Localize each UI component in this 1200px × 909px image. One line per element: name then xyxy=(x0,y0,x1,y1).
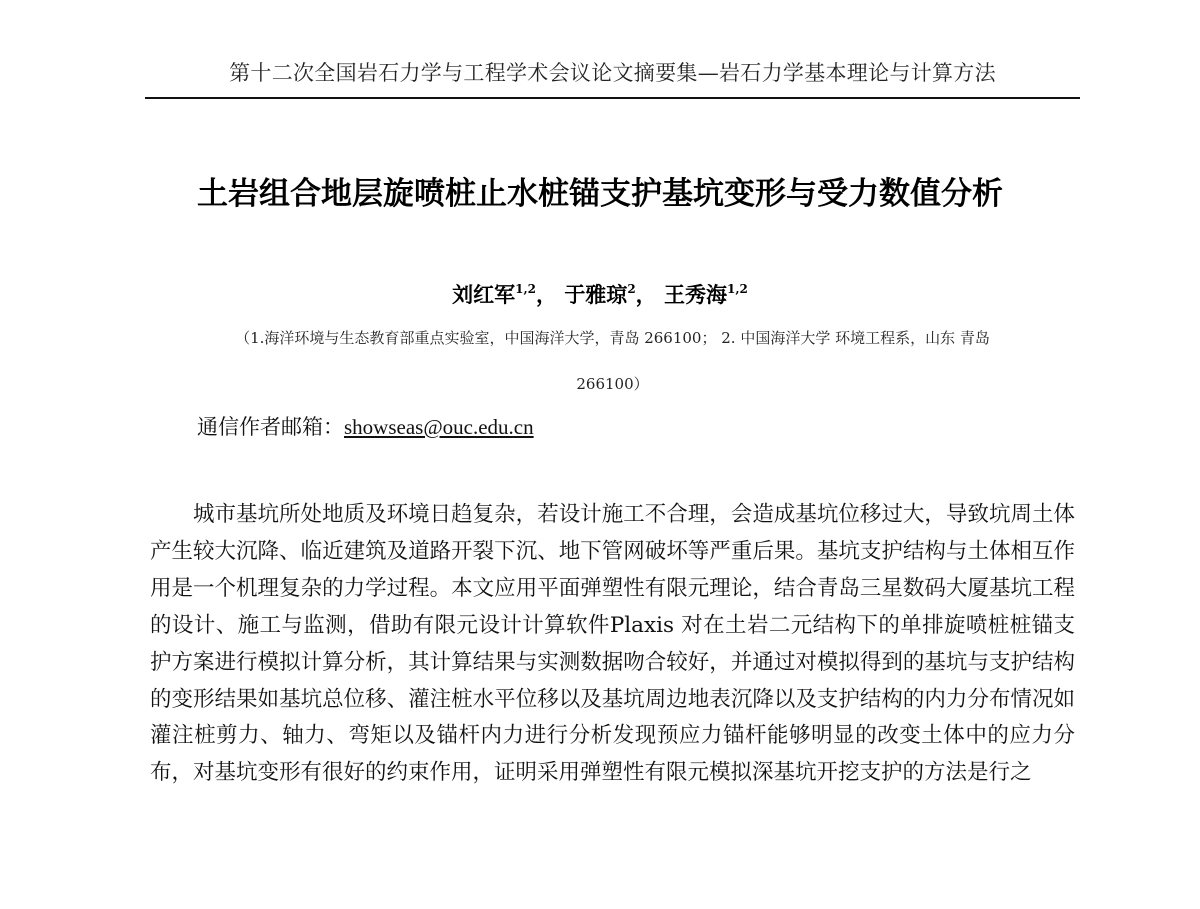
paper-title: 土岩组合地层旋喷桩止水桩锚支护基坑变形与受力数值分析 xyxy=(197,176,1003,212)
author-name: 刘红军 xyxy=(452,283,516,307)
corresponding-email xyxy=(197,410,534,444)
email-label: 通信作者邮箱： xyxy=(197,415,344,439)
author-separator: ， xyxy=(635,283,657,307)
header-divider xyxy=(145,97,1080,99)
author-affiliation-mark: 2 xyxy=(627,282,636,296)
running-header: 第十二次全国岩石力学与工程学术会议论文摘要集—岩石力学基本理论与计算方法 xyxy=(229,61,996,85)
author-name: 王秀海 xyxy=(663,283,727,307)
affiliation-line-continued: 266100） xyxy=(576,375,649,393)
affiliation-line: （1.海洋环境与生态教育部重点实验室，中国海洋大学，青岛 266100； 2. 中国海洋大学 环境工程系，山东 青岛 xyxy=(235,329,990,347)
author-list xyxy=(100,272,1100,312)
author-separator: ， xyxy=(536,283,557,307)
abstract-paragraph: 城市基坑所处地质及环境日趋复杂，若设计施工不合理，会造成基坑位移过大，导致坑周土体产生较大沉降、临近建筑及道路开裂下沉、地下管网破坏等严重后果。基坑支护结构与土体相互作用是一个机理复杂的力学过程。本文应用平面弹塑性有限元理论，结合青岛三星数码大厦基坑工程的设计、施工与监测，借助有限元设计计算软件Plaxis 对在土岩二元结构下的单排旋喷桩桩锚支护方案进行模拟计算分析，其计算结果与实测数据吻合较好，并通过对模拟得到的基坑与支护结构的变形结果如基坑总位移、灌注桩水平位移以及基坑周边地表沉降以及支护结构的内力分布情况如灌注桩剪力、轴力、弯矩以及锚杆内力进行分析发现预应力锚杆能够明显的改变土体中的应力分布，对基坑变形有很好的约束作用，证明采用弹塑性有限元模拟深基坑开挖支护的方法是行之 xyxy=(150,502,1075,786)
author-affiliation-mark: 1,2 xyxy=(726,282,748,296)
email-link[interactable]: showseas@ouc.edu.cn xyxy=(344,415,534,439)
author-affiliation-mark: 1,2 xyxy=(515,282,536,296)
author-name: 于雅琼 xyxy=(564,283,628,307)
